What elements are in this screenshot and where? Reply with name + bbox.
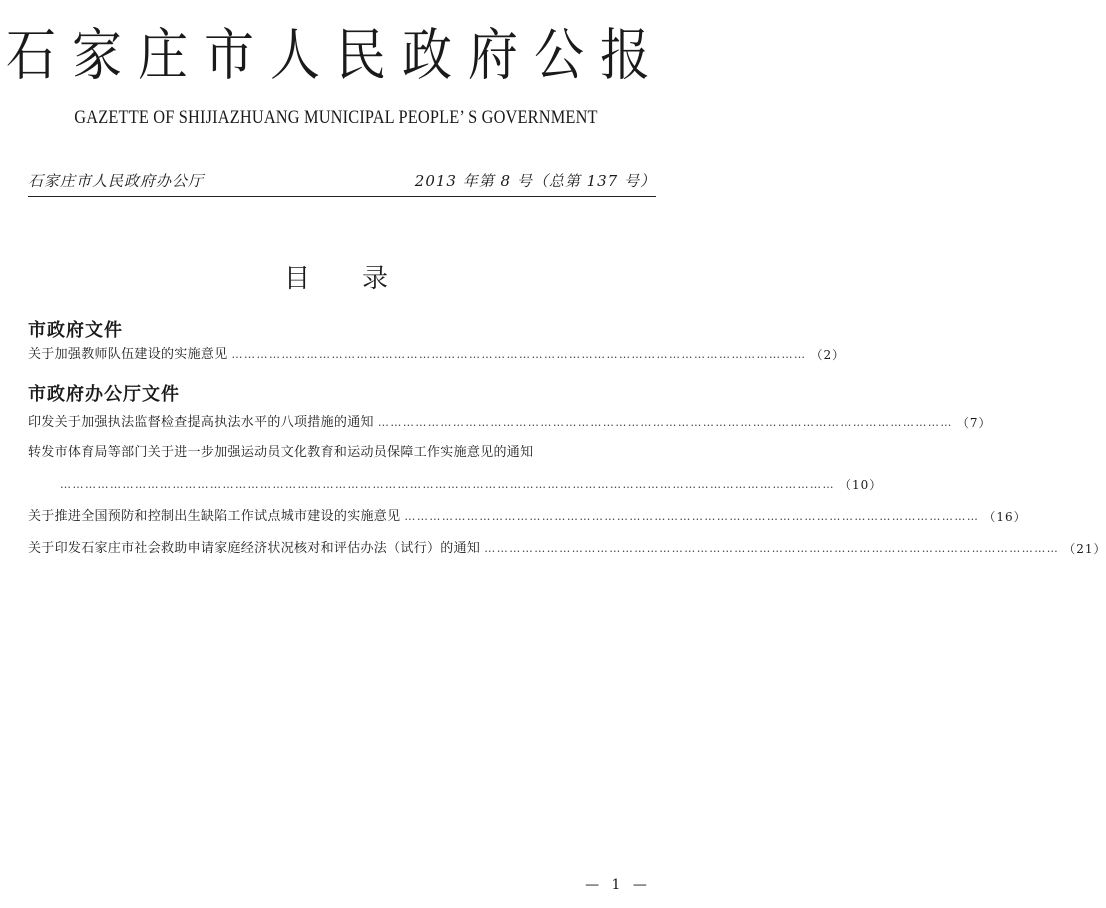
toc-leader-dots: ………………………………………………………………………………………………………………………… xyxy=(377,416,953,429)
toc-entry-title: 关于加强教师队伍建设的实施意见 xyxy=(28,347,228,362)
toc-entry-continuation[interactable] xyxy=(60,474,883,496)
toc-entry-page: （16） xyxy=(983,510,1027,524)
toc-entry[interactable] xyxy=(28,506,1027,528)
section-heading-general-office: 市政府办公厅文件 xyxy=(28,384,180,405)
toc-entry-title: 关于印发石家庄市社会救助申请家庭经济状况核对和评估办法（试行）的通知 xyxy=(28,541,481,556)
toc-leader-dots: ………………………………………………………………………………………………………………………… xyxy=(404,510,980,523)
issue-bar xyxy=(28,170,656,192)
issue-rule xyxy=(28,196,656,197)
toc-entry-title: 印发关于加强执法监督检查提高执法水平的八项措施的通知 xyxy=(28,415,374,430)
toc-entry[interactable] xyxy=(28,412,992,434)
toc-entry-page: （7） xyxy=(956,416,992,430)
toc-title: 目录 xyxy=(283,264,440,294)
toc-entry-title: 转发市体育局等部门关于进一步加强运动员文化教育和运动员保障工作实施意见的通知 xyxy=(28,445,534,460)
toc-entry-page: （2） xyxy=(810,348,846,362)
toc-entry[interactable] xyxy=(28,538,1106,560)
masthead-title-cn: 石家庄市人民政府公报 xyxy=(6,23,666,89)
page-number: — 1 — xyxy=(585,877,651,893)
toc-entry-page: （10） xyxy=(839,478,883,492)
toc-entry[interactable] xyxy=(28,442,656,464)
masthead-title-en: GAZETTE OF SHIJIAZHUANG MUNICIPAL PEOPLE’ S GOVERNMENT xyxy=(74,107,598,128)
toc-leader-dots: ………………………………………………………………………………………………………………………… xyxy=(484,542,1060,555)
section-heading-municipal-gov: 市政府文件 xyxy=(28,320,123,341)
publisher-name: 石家庄市人民政府办公厅 xyxy=(28,172,205,190)
toc-entry-page: （21） xyxy=(1063,542,1106,556)
toc-entry-title: 关于推进全国预防和控制出生缺陷工作试点城市建设的实施意见 xyxy=(28,509,401,524)
toc-leader-dots: …………………………………………………………………………………………………………………………………………………………………… xyxy=(60,478,835,491)
toc-entry[interactable] xyxy=(28,344,846,366)
toc-leader-dots: ………………………………………………………………………………………………………………………… xyxy=(231,348,807,361)
issue-number: 2013 年第 8 号（总第 137 号） xyxy=(414,172,656,190)
